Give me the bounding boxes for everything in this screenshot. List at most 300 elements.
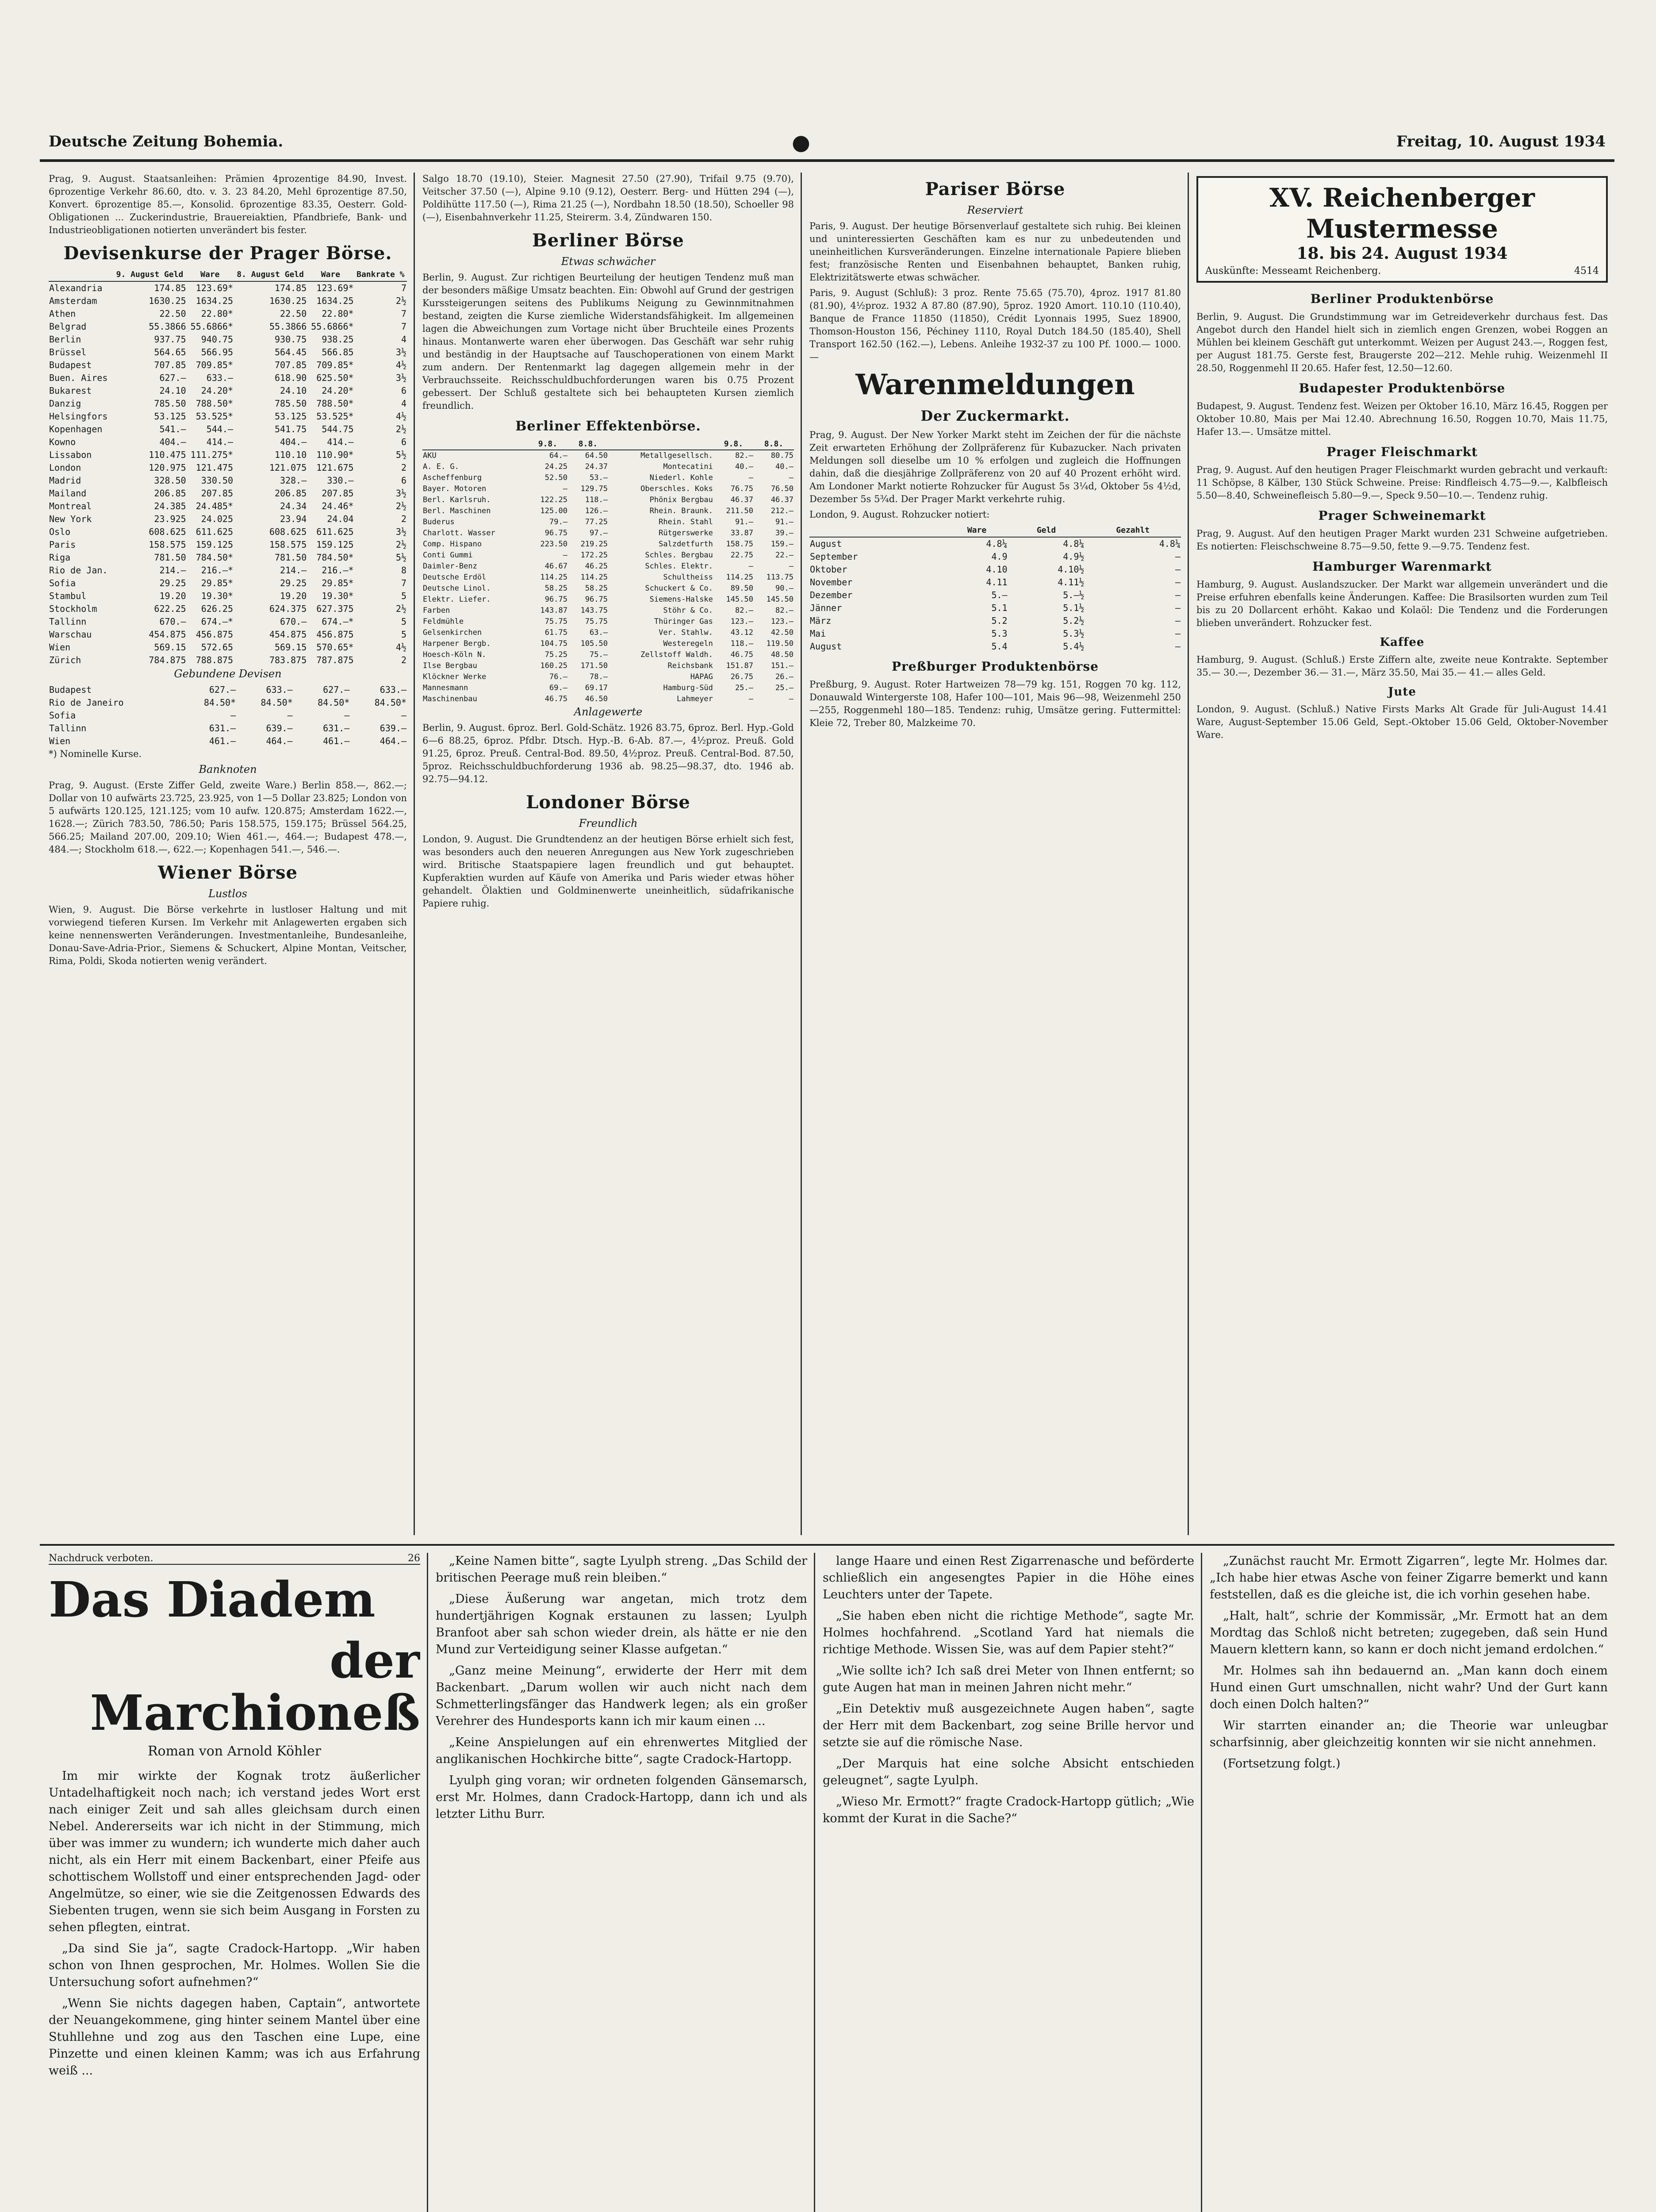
table-cell: 618.90 — [275, 373, 307, 383]
table-row — [49, 696, 407, 709]
table-cell: — — [401, 710, 406, 721]
table-cell: 2 — [401, 655, 406, 665]
table-cell: 19.20 — [280, 591, 307, 601]
table-cell: 29.85* — [201, 578, 233, 588]
table-cell: 454.875 — [269, 629, 307, 640]
table-cell: 784.50* — [196, 552, 233, 563]
table-cell: 5 — [401, 629, 406, 640]
table-cell: 930.75 — [275, 334, 307, 345]
table-cell: 53.125 — [275, 411, 307, 422]
table-cell: 84.50* — [203, 697, 236, 708]
table-cell: Rio de Janeiro — [49, 697, 124, 708]
effective-table — [49, 684, 407, 748]
novel-title-1: Das Diadem — [49, 1571, 376, 1628]
page-marker: ● — [792, 130, 810, 155]
table-cell: 55.6866* — [190, 321, 233, 332]
table-header-cell — [422, 438, 528, 450]
table-cell: Montreal — [49, 501, 92, 511]
table-cell: 53.525* — [316, 411, 354, 422]
table-cell: 2½ — [395, 603, 406, 614]
table-cell: 788.875 — [196, 655, 233, 665]
table-cell: 121.075 — [269, 462, 307, 473]
section-rule — [40, 1544, 1614, 1546]
table-cell: 2 — [401, 462, 406, 473]
table-cell: 570.65* — [316, 642, 354, 653]
table-row — [49, 735, 407, 748]
table-cell: 118.— — [585, 495, 608, 504]
table-cell: September — [810, 551, 858, 562]
table-cell: 160.25 — [540, 661, 567, 670]
table-cell: Budapest — [49, 360, 92, 370]
london-title: Londoner Börse — [526, 792, 690, 813]
table-cell: Deutsche Erdöl — [423, 573, 487, 582]
berlin-effects-table — [422, 438, 794, 705]
table-cell: 633.— — [206, 373, 233, 383]
table-cell: 1630.25 — [149, 296, 186, 306]
table-cell: 3½ — [395, 526, 406, 537]
table-cell: Deutsche Linol. — [423, 584, 491, 593]
table-cell: 3½ — [395, 373, 406, 383]
installment-number: 26 — [408, 1553, 420, 1564]
table-cell: — — [789, 695, 794, 703]
table-cell: Schuckert & Co. — [645, 584, 713, 593]
table-cell: 670.— — [280, 616, 307, 627]
table-cell: 4½ — [395, 642, 406, 653]
table-cell: Salzdetfurth — [659, 540, 713, 549]
table-cell: 707.85 — [275, 360, 307, 370]
table-cell: 114.25 — [540, 573, 567, 582]
table-cell: 145.50 — [766, 595, 794, 604]
novel-col-1 — [49, 1553, 420, 2212]
novel-paragraph: „Wieso Mr. Ermott?“ fragte Cradock-Hartopp gütlich; „Wie kommt der Kurat in die Sache?“ — [823, 1795, 1194, 1825]
effective-title: Gebundene Devisen — [174, 668, 282, 680]
issue-date: Freitag, 10. August 1934 — [1396, 133, 1606, 150]
prague-rates-title: Devisenkurse der Prager Börse. — [63, 243, 392, 264]
table-header-cell — [608, 438, 713, 450]
table-cell: Amsterdam — [49, 296, 97, 306]
berlin-effects-title: Berliner Effektenbörse. — [515, 419, 701, 434]
table-header-cell: 8.8. — [754, 438, 794, 450]
novel-paragraph: „Ganz meine Meinung“, erwiderte der Herr mit dem Backenbart. „Darum wollen wir auch nicht nach dem Schmetterlingsfänger das Handwerk legen; als ein großer Verehrer des Hundesports kann ich mir kaum einen ... — [436, 1664, 807, 1728]
table-row — [49, 423, 407, 436]
table-cell: 22.75 — [730, 551, 753, 560]
table-cell: 40.— — [735, 462, 753, 471]
table-row — [49, 333, 407, 346]
produkten-column — [1196, 173, 1608, 1535]
table-cell: 631.— — [323, 723, 350, 733]
table-cell: 82.— — [775, 606, 794, 615]
table-cell: Wien — [49, 736, 71, 746]
table-cell: 91.— — [735, 518, 753, 526]
berlin-subtitle: Etwas schwächer — [561, 255, 656, 268]
table-cell: 84.50* — [318, 697, 350, 708]
table-cell: Hoesch-Köln N. — [423, 650, 487, 659]
table-cell: Hamburg-Süd — [663, 684, 713, 692]
table-cell: Sofia — [49, 578, 76, 588]
table-cell: 207.85 — [201, 488, 233, 499]
table-cell: Elektr. Liefer. — [423, 595, 491, 604]
table-cell: Maschinenbau — [423, 695, 477, 703]
table-cell: Berl. Maschinen — [423, 507, 491, 515]
table-cell: 564.45 — [275, 347, 307, 357]
table-cell: 787.875 — [316, 655, 354, 665]
table-cell: Rio de Jan. — [49, 565, 108, 576]
table-cell: 5.4½ — [1063, 641, 1085, 652]
table-cell: — — [748, 562, 753, 571]
table-cell: 781.50 — [154, 552, 186, 563]
table-cell: 5½ — [395, 552, 406, 563]
table-cell: 46.37 — [730, 495, 753, 504]
table-row — [49, 526, 407, 538]
table-row — [422, 506, 794, 517]
table-cell: 82.— — [735, 451, 753, 460]
table-cell: 121.675 — [316, 462, 354, 473]
table-cell: 1630.25 — [269, 296, 307, 306]
table-cell: 24.37 — [585, 462, 608, 471]
budapest-text: Budapest, 9. August. Tendenz fest. Weizen per Oktober 16.10, März 16.45, Roggen per Oktober 10.80, Mais per Mai 12.40. Abrechnung 16.50, Roggen 10.70, Mais 11.75, Hafer 13.—. Umsätze mittel. — [1196, 401, 1608, 437]
pressburg-title: Preßburger Produktenbörse — [892, 659, 1099, 674]
table-cell: 454.875 — [149, 629, 186, 640]
table-cell: 541.75 — [275, 424, 307, 434]
table-cell: 414.— — [327, 437, 354, 447]
table-row — [49, 709, 407, 722]
table-cell: — — [748, 695, 753, 703]
table-cell: 937.75 — [154, 334, 186, 345]
table-cell: 4.8¼ — [986, 538, 1008, 549]
novel-paragraph: „Da sind Sie ja“, sagte Cradock-Hartopp. „Wir haben schon von Ihnen gesprochen, Mr. Holmes. Wollen Sie die Untersuchung sofort aufnehmen?“ — [49, 1942, 420, 1989]
table-cell: 123.— — [770, 617, 794, 626]
table-cell: 151.87 — [726, 661, 753, 670]
table-cell: 76.75 — [730, 484, 753, 493]
table-cell: 461.— — [209, 736, 236, 746]
table-row — [422, 528, 794, 539]
paris-text: Paris, 9. August. Der heutige Börsenverlauf gestaltete sich ruhig. Bei kleinen und uninteressierten Geschäften kam es nur zu unbedeutenden und uneinheitlichen Kursveränderungen. Einzelne internationale Papiere blieben fest; französische Renten und Eisenbahnen behauptet, Banken ruhig, Elektrizitätswerte etwas schwächer. — [809, 221, 1181, 283]
table-row — [422, 683, 794, 694]
table-cell: Alexandria — [49, 283, 103, 293]
table-cell: 75.75 — [585, 617, 608, 626]
table-row — [49, 654, 407, 667]
column-rule — [1188, 173, 1189, 1535]
table-cell: Phönix Bergbau — [649, 495, 713, 504]
schweine-title: Prager Schweinemarkt — [1318, 508, 1486, 523]
table-cell: — — [748, 473, 753, 482]
table-cell: 120.975 — [149, 462, 186, 473]
schweine-text: Prag, 9. August. Auf den heutigen Prager Markt wurden 231 Schweine aufgetrieben. Es notierten: Fleischschweine 8.75—9.50, fette 9.—9.75. Tendenz fest. — [1196, 528, 1608, 552]
table-cell: 26.— — [775, 672, 794, 681]
table-cell: 5½ — [395, 449, 406, 460]
hamburg-title: Hamburger Warenmarkt — [1312, 559, 1492, 574]
table-cell: 46.25 — [585, 562, 608, 571]
table-cell: 1634.25 — [196, 296, 233, 306]
table-cell: Paris — [49, 539, 76, 550]
table-cell: 6 — [401, 437, 406, 447]
table-cell: 58.25 — [544, 584, 567, 593]
berlin-produkten-title: Berliner Produktenbörse — [1310, 292, 1494, 306]
table-cell: 143.75 — [580, 606, 608, 615]
table-cell: 24.10 — [280, 385, 307, 396]
table-row — [422, 517, 794, 528]
table-cell: HAPAG — [690, 672, 713, 681]
table-row — [422, 572, 794, 583]
table-cell: 788.50* — [196, 398, 233, 409]
table-cell: 129.75 — [580, 484, 608, 493]
hamburg-text: Hamburg, 9. August. Auslandszucker. Der Markt war allgemein unverändert und die Preise erfuhren ebenfalls keine Änderungen. Kaffee: Die Brasilsorten wurden zum Teil bis zu 20 Dollarcent erhöht. Kakao und Kolaöl: Die Tendenz und die Forderungen blieben unverändert. Rohzucker fest. — [1196, 579, 1608, 628]
table-cell: 781.50 — [275, 552, 307, 563]
table-cell: — — [563, 484, 567, 493]
table-cell: 5.4 — [991, 641, 1008, 652]
table-cell: 784.50* — [316, 552, 354, 563]
table-cell: 8 — [401, 565, 406, 576]
table-cell: 78.— — [590, 672, 608, 681]
table-row — [422, 561, 794, 572]
table-row — [49, 461, 407, 474]
jute-title: Jute — [1388, 685, 1416, 699]
table-cell: 19.30* — [201, 591, 233, 601]
berlin-text: Berlin, 9. August. Zur richtigen Beurteilung der heutigen Tendenz muß man der besonders mäßige Umsatz beachten. Ein: Obwohl auf Grund der gestrigen Kurssteigerungen seitens des Publikums Neigung zu Gewinnmitnahmen bestand, zeigten die Kurse ziemliche Widerstandsfähigkeit. Im allgemeinen lagen die Abweichungen zum Vortage nicht über Bruchteile eines Prozents hinaus. Montanwerte waren eher überwogen. Das Geschäft war sehr ruhig und beständig in der Hauptsache auf Tauschoperationen von einem Markt zum andern. Der Rentenmarkt lag dagegen allgemein mehr in der Verbrauchsseite. Reichsschuldbuchforderungen waren bis 0.75 Prozent gebessert. Der Schluß gestaltete sich bei behaupteten Kursen ziemlich freundlich. — [422, 272, 794, 411]
table-cell: Mannesmann — [423, 684, 468, 692]
table-cell: 42.50 — [770, 628, 794, 637]
table-header-cell: Geld — [1008, 524, 1085, 537]
table-cell: 5.1 — [991, 603, 1008, 613]
column-rule — [427, 1553, 428, 2212]
novel-paragraph: „Diese Äußerung war angetan, mich trotz dem hundertjährigen Kognak erstaunen zu lassen; Lyulph Branfoot aber sah schon wieder drein, als hätte er nie den Mund zur Verteidigung seiner Klasse aufgetan.“ — [436, 1592, 807, 1656]
table-cell: 97.— — [590, 529, 608, 538]
table-cell: 216.—* — [322, 565, 354, 576]
table-cell: 566.95 — [201, 347, 233, 357]
waren-title: Warenmeldungen — [855, 368, 1135, 401]
table-cell: 785.50 — [275, 398, 307, 409]
prague-rates-table — [49, 268, 407, 667]
table-cell: 63.— — [590, 628, 608, 637]
table-cell: 626.25 — [201, 603, 233, 614]
table-cell: Stockholm — [49, 603, 97, 614]
column-rule — [414, 173, 415, 1535]
table-cell: 611.625 — [196, 526, 233, 537]
novel-paragraph: „Zunächst raucht Mr. Ermott Zigarren“, legte Mr. Holmes dar. „Ich habe hier etwas Asche von feiner Zigarre bemerkt und kann feststellen, daß es die gleiche ist, die ich vorhin gesehen habe. — [1210, 1554, 1608, 1601]
table-cell: Kowno — [49, 437, 76, 447]
table-cell: Berlin — [49, 334, 81, 345]
novel-col-2 — [436, 1553, 807, 2212]
table-cell: Reichsbank — [667, 661, 713, 670]
table-cell: 639.— — [380, 723, 406, 733]
table-cell: 158.575 — [269, 539, 307, 550]
table-cell: 123.69* — [316, 283, 354, 293]
london-subtitle: Freundlich — [579, 817, 638, 830]
table-cell: 2 — [401, 514, 406, 524]
table-row — [422, 450, 794, 461]
table-cell: 4.10½ — [1058, 564, 1085, 575]
table-cell: 53.125 — [154, 411, 186, 422]
table-header-cell: 9. August Geld — [113, 268, 186, 281]
mustermesse-ad — [1196, 176, 1608, 283]
novel-paragraph: „Der Marquis hat eine solche Absicht entschieden geleugnet“, sagte Lyulph. — [823, 1757, 1194, 1787]
table-row — [49, 641, 407, 654]
table-cell: 159.— — [770, 540, 794, 549]
table-cell: Oberschles. Koks — [640, 484, 713, 493]
budapest-title: Budapester Produktenbörse — [1299, 381, 1506, 396]
table-cell: 5.2 — [991, 615, 1008, 626]
table-cell: 216.—* — [201, 565, 233, 576]
table-cell: 113.75 — [766, 573, 794, 582]
table-cell: Stöhr & Co. — [663, 606, 713, 615]
table-row — [422, 638, 794, 649]
table-row — [809, 589, 1181, 602]
table-cell: 75.— — [590, 650, 608, 659]
table-cell: 631.— — [209, 723, 236, 733]
table-row — [809, 627, 1181, 640]
table-row — [49, 410, 407, 423]
berlin-bonds-text: Berlin, 9. August. 6proz. Berl. Gold-Schätz. 1926 83.75, 6proz. Berl. Hyp.-Gold 6—6 88.25, 6proz. Pfdbr. Dtsch. Hyp.-B. 6-Ab. 87.—, 4½proz. Preuß. Gold 91.25, 6proz. Preuß. Central-Bod. 89.50, 4½proz. Preuß. Central-Bod. 87.50, 5proz. Reichsschuldbuchforderung 1936 ab. 98.25—98.37, dto. 1946 ab. 92.75—94.12. — [422, 722, 794, 784]
pressburg-text: Preßburg, 9. August. Roter Hartweizen 78—79 kg. 151, Roggen 70 kg. 112, Donauwald Wintergerste 108, Hafer 100—101, Mais 96—98, Weizenmehl 250—255, Roggenmehl 180—185. Tendenz: ruhig, Umsätze gering. Futtermittel: Kleie 72, Treber 80, Malzkeime 70. — [809, 679, 1181, 728]
table-row — [49, 684, 407, 696]
table-cell: 7 — [401, 321, 406, 332]
paper-name: Deutsche Zeitung Bohemia. — [49, 133, 284, 150]
table-row — [49, 320, 407, 333]
table-cell: Charlott. Wasser — [423, 529, 495, 538]
berlin-produkten-text: Berlin, 9. August. Die Grundstimmung war im Getreideverkehr durchaus fest. Das Angebot durch den Handel hielt sich in ziemlich engen Grenzen, wobei Roggen an Mühlen bei kleinem Geschäft gut unterkommt. Weizen per August 243.—, Roggen fest, per August 181.75. Gerste fest, Braugerste 202—212. Mehle ruhig. Weizenmehl II 28.50, Roggenmehl II 20.65. Hafer fest, 12.50—12.60. — [1196, 311, 1608, 373]
table-cell: 541.— — [159, 424, 186, 434]
table-cell: 464.— — [380, 736, 406, 746]
table-cell: 456.875 — [196, 629, 233, 640]
table-cell: 24.385 — [154, 501, 186, 511]
table-row — [49, 346, 407, 359]
table-cell: 55.3866 — [269, 321, 307, 332]
table-cell: Helsingfors — [49, 411, 108, 422]
table-cell: 111.275* — [190, 449, 233, 460]
table-cell: 121.475 — [196, 462, 233, 473]
table-cell: 784.875 — [149, 655, 186, 665]
table-cell: 48.50 — [770, 650, 794, 659]
table-cell: 143.87 — [540, 606, 567, 615]
table-cell: August — [810, 641, 842, 652]
novel-paragraph: Lyulph ging voran; wir ordneten folgenden Gänsemarsch, erst Mr. Holmes, dann Cradock-Hartopp, dann ich und als letzter Lithu Burr. — [436, 1774, 807, 1821]
table-cell: Montecatini — [663, 462, 713, 471]
table-cell: Oktober — [810, 564, 847, 575]
table-cell: Tallinn — [49, 723, 87, 733]
table-cell: 3½ — [395, 488, 406, 499]
table-cell: 622.25 — [154, 603, 186, 614]
table-row — [49, 307, 407, 320]
table-cell: 39.— — [775, 529, 794, 538]
table-row — [809, 537, 1181, 550]
novel-col-3 — [823, 1553, 1194, 2212]
table-cell: 330.— — [327, 475, 354, 486]
column-rule — [801, 173, 802, 1535]
table-cell: 76.— — [549, 672, 567, 681]
table-cell: — — [1175, 590, 1181, 600]
table-row — [809, 602, 1181, 614]
table-row — [49, 449, 407, 461]
rates-footnote: *) Nominelle Kurse. — [49, 749, 142, 759]
table-cell: — — [287, 710, 293, 721]
table-cell: 4.8¼ — [1159, 538, 1181, 549]
table-cell: 788.50* — [316, 398, 354, 409]
column-rule — [1201, 1553, 1202, 2212]
table-cell: A. E. G. — [423, 462, 459, 471]
table-cell: London — [49, 462, 81, 473]
table-cell: 110.10 — [275, 449, 307, 460]
sugar-title: Der Zuckermarkt. — [920, 407, 1070, 424]
table-cell: 89.50 — [730, 584, 753, 593]
table-row — [49, 564, 407, 577]
table-cell: Rhein. Stahl — [659, 518, 713, 526]
table-cell: 456.875 — [316, 629, 354, 640]
table-cell: 151.— — [770, 661, 794, 670]
table-header-cell: 9.8. — [713, 438, 754, 450]
table-cell: 46.50 — [585, 695, 608, 703]
table-cell: 572.65 — [201, 642, 233, 653]
table-cell: 4.9½ — [1063, 551, 1085, 562]
table-cell: Rhein. Braunk. — [649, 507, 713, 515]
table-cell: 69.17 — [585, 684, 608, 692]
table-row — [422, 583, 794, 594]
table-cell: 206.85 — [154, 488, 186, 499]
novel-paragraph: lange Haare und einen Rest Zigarrenasche und beförderte schließlich ein angesengtes Papier in die Höhe eines Leuchters unter der Tapete. — [823, 1554, 1194, 1601]
table-cell: 938.25 — [322, 334, 354, 345]
table-cell: 214.— — [280, 565, 307, 576]
table-cell: 23.94 — [280, 514, 307, 524]
table-cell: März — [810, 615, 832, 626]
table-cell: 611.625 — [316, 526, 354, 537]
table-cell: 4.11½ — [1058, 577, 1085, 588]
table-cell: 709.85* — [316, 360, 354, 370]
table-row — [422, 484, 794, 495]
table-cell: Schles. Bergbau — [645, 551, 713, 560]
table-cell: Riga — [49, 552, 71, 563]
table-cell: — — [1175, 564, 1181, 575]
table-cell: 214.— — [159, 565, 186, 576]
table-cell: 69.— — [549, 684, 567, 692]
table-cell: 114.25 — [580, 573, 608, 582]
table-row — [422, 672, 794, 683]
table-cell: 26.75 — [730, 672, 753, 681]
table-cell: 5.3½ — [1063, 628, 1085, 639]
table-cell: Metallgesellsch. — [640, 451, 713, 460]
table-cell: 64.— — [549, 451, 567, 460]
table-cell: Thüringer Gas — [654, 617, 713, 626]
table-cell: Feldmühle — [423, 617, 464, 626]
table-cell: Oslo — [49, 526, 71, 537]
table-row — [49, 615, 407, 628]
table-cell: 4.9 — [991, 551, 1008, 562]
table-cell: 46.67 — [544, 562, 567, 571]
table-row — [49, 487, 407, 500]
table-cell: 707.85 — [154, 360, 186, 370]
table-row — [422, 539, 794, 550]
table-header-cell — [49, 268, 113, 281]
table-cell: 1634.25 — [316, 296, 354, 306]
table-header-cell: Ware — [187, 268, 234, 281]
prager-fleisch-text: Prag, 9. August. Auf den heutigen Prager Fleischmarkt wurden gebracht und verkauft: 11 Schöpse, 8 Kälber, 130 Stück Schweine. Preise: Rindfleisch 4.75—9.—, Kalbfleisch 5.50—8.40, Schweinefleisch 5.80—9.—, Speck 9.50—10.—. Tendenz ruhig. — [1196, 465, 1608, 501]
table-cell: 6 — [401, 385, 406, 396]
table-row — [422, 694, 794, 705]
table-cell: 126.— — [585, 507, 608, 515]
table-cell: Danzig — [49, 398, 81, 409]
prager-fleisch-title: Prager Fleischmarkt — [1326, 445, 1478, 459]
table-cell: Tallinn — [49, 616, 87, 627]
mustermesse-number: 4514 — [1574, 265, 1599, 276]
masthead — [40, 130, 1614, 162]
table-cell: 219.25 — [580, 540, 608, 549]
table-cell: — — [1175, 551, 1181, 562]
table-row — [422, 616, 794, 627]
column-rule — [814, 1553, 815, 2212]
table-cell: 2½ — [395, 539, 406, 550]
table-row — [49, 295, 407, 307]
table-cell: 110.90* — [316, 449, 354, 460]
table-cell: Farben — [423, 606, 450, 615]
table-cell: 4 — [401, 398, 406, 409]
